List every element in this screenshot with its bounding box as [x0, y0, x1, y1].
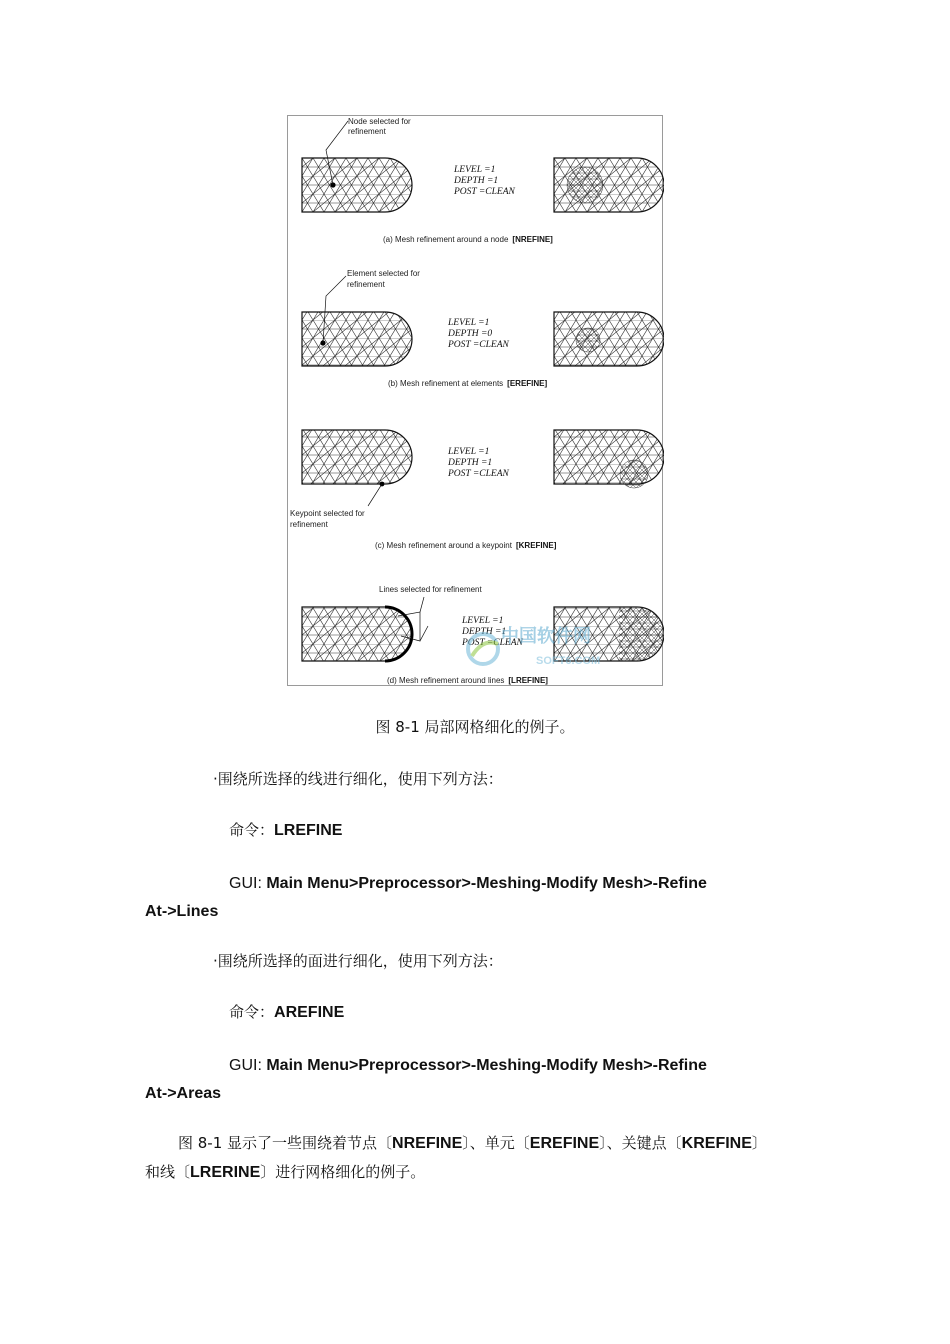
bullet-line-refine: ·围绕所选择的线进行细化，使用下列方法：	[213, 770, 503, 788]
command-line-arefine	[229, 1002, 344, 1023]
summary-cmd-lrerine: LRERINE	[190, 1164, 261, 1181]
command-label: 命令：	[229, 1003, 275, 1021]
gui-path-lines	[229, 873, 707, 894]
panel-c-leader-line	[368, 484, 382, 506]
panel-b-caption: (b) Mesh refinement at elements [EREFINE]	[388, 379, 548, 388]
panel-b	[302, 269, 664, 388]
figure-caption: 图 8-1 局部网格细化的例子。	[375, 718, 575, 736]
panel-a-refined-region	[567, 167, 603, 203]
panel-c-level: LEVEL =1	[448, 447, 490, 457]
panel-d-callout: Lines selected for refinement	[379, 585, 482, 594]
mesh-refinement-figure	[287, 115, 663, 686]
gui-label: GUI:	[229, 1057, 267, 1074]
summary-cmd-nrefine: NREFINE	[392, 1135, 463, 1152]
panel-b-callout-line1: Element selected for	[347, 269, 420, 278]
panel-c-depth: DEPTH =1	[448, 458, 493, 468]
panel-c-original-mesh	[302, 430, 412, 484]
command-value: AREFINE	[274, 1004, 345, 1021]
figure-drawing	[288, 116, 664, 687]
panel-a-callout-line1: Node selected for	[348, 117, 411, 126]
panel-a	[302, 117, 664, 244]
panel-c	[290, 430, 664, 550]
watermark-cn-text: 中国软件网	[501, 626, 591, 646]
gui-path-areas-cont: At->Areas	[145, 1085, 222, 1102]
panel-d-post: POST =CLEAN	[462, 638, 523, 648]
panel-c-callout-line2: refinement	[290, 520, 328, 529]
gui-label: GUI:	[229, 875, 267, 892]
panel-d-depth: DEPTH =1	[462, 627, 507, 637]
gui-path-areas	[229, 1055, 707, 1076]
command-label: 命令：	[229, 821, 275, 839]
panel-d-leader-lines	[420, 597, 428, 641]
panel-a-original-mesh	[302, 158, 412, 212]
summary-cmd-krefine: KREFINE	[681, 1135, 752, 1152]
panel-a-depth: DEPTH =1	[454, 176, 499, 186]
panel-b-level: LEVEL =1	[448, 318, 490, 328]
panel-b-post: POST =CLEAN	[448, 340, 509, 350]
gui-path: Main Menu>Preprocessor>-Meshing-Modify Mesh>-Refine	[266, 875, 707, 892]
command-value: LREFINE	[274, 822, 343, 839]
panel-a-post: POST =CLEAN	[454, 187, 515, 197]
command-line-lrefine	[229, 820, 342, 841]
bullet-area-refine: ·围绕所选择的面进行细化，使用下列方法：	[213, 952, 503, 970]
gui-path-lines-cont: At->Lines	[145, 903, 219, 920]
panel-a-level: LEVEL =1	[454, 165, 496, 175]
panel-d-original-mesh	[302, 607, 412, 661]
panel-d-level: LEVEL =1	[462, 616, 504, 626]
panel-c-callout-line1: Keypoint selected for	[290, 509, 365, 518]
panel-d-refined-region	[619, 607, 664, 661]
gui-path: Main Menu>Preprocessor>-Meshing-Modify Mesh>-Refine	[266, 1057, 707, 1074]
panel-b-depth: DEPTH =0	[448, 329, 493, 339]
summary-line-1: 图 8-1 显示了一些围绕着节点〔NREFINE〕、单元〔EREFINE〕、关键点〔KREFINE〕	[178, 1134, 767, 1152]
panel-b-original-mesh	[302, 312, 412, 366]
summary-line-2: 和线〔LRERINE〕进行网格细化的例子。	[145, 1163, 426, 1181]
panel-a-caption: (a) Mesh refinement around a node [NREFINE]	[383, 235, 553, 244]
panel-b-refined-mesh	[554, 312, 664, 366]
panel-d-caption: (d) Mesh refinement around lines [LREFINE]	[387, 676, 548, 685]
panel-c-refined-region	[620, 460, 648, 488]
panel-c-caption: (c) Mesh refinement around a keypoint [KREFINE]	[375, 541, 557, 550]
panel-b-refined-region	[576, 328, 600, 352]
panel-a-callout-line2: refinement	[348, 127, 386, 136]
summary-cmd-erefine: EREFINE	[529, 1135, 600, 1152]
panel-c-post: POST =CLEAN	[448, 469, 509, 479]
watermark-en-text: SOFT6.COM	[536, 655, 601, 667]
panel-b-callout-line2: refinement	[347, 280, 385, 289]
